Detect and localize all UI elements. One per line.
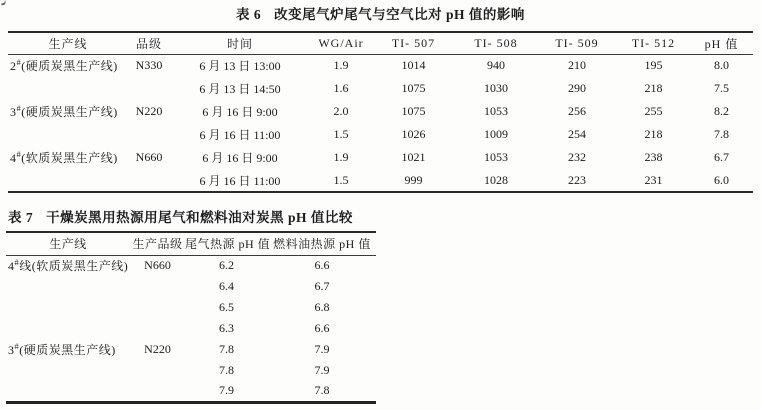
line-number: 4 — [10, 151, 17, 165]
cell-product-grade — [130, 297, 185, 318]
cell-wg-air: 2.0 — [333, 104, 349, 118]
cell-fueloil-ph: 7.9 — [314, 342, 330, 356]
cell-production-line — [8, 169, 128, 192]
cell-production-line — [6, 297, 130, 318]
table6-label: 表 6 — [236, 7, 262, 22]
line-sharp-sup: # — [14, 341, 20, 351]
cell-production-line — [6, 276, 130, 297]
cell-tailgas-ph: 6.3 — [219, 321, 234, 335]
col-header-ti509: TI- 509 — [537, 32, 617, 54]
cell-ti512: 238 — [644, 150, 663, 164]
cell-tailgas-ph: 7.9 — [219, 383, 234, 398]
table6-row — [8, 54, 753, 77]
cell-ti508: 940 — [487, 58, 505, 73]
cell-product-grade — [130, 276, 185, 297]
table7-header-row — [6, 232, 376, 255]
cell-fueloil-ph: 6.8 — [314, 300, 330, 314]
line-number: 2 — [10, 59, 17, 74]
table7-row — [6, 339, 376, 360]
cell-time: 6 月 16 日 9:00 — [202, 105, 278, 119]
cell-grade: N330 — [135, 58, 163, 73]
cell-time: 6 月 16 日 11:00 — [199, 128, 281, 142]
line-number: 4 — [8, 259, 15, 274]
cell-time: 6 月 16 日 9:00 — [202, 151, 278, 165]
cell-fueloil-ph: 7.8 — [314, 383, 330, 398]
cell-tailgas-ph: 6.5 — [219, 300, 234, 314]
cell-production-line — [6, 381, 130, 402]
cell-fueloil-ph: 6.7 — [314, 279, 330, 293]
line-number: 3 — [10, 105, 17, 119]
cell-ti508: 1028 — [484, 172, 508, 187]
col-header-product-grade: 生产品级 — [130, 232, 185, 255]
table6-title-text: 改变尾气炉尾气与空气比对 pH 值的影响 — [274, 7, 525, 22]
col-header-fueloil-ph: 燃料油热源 pH 值 — [268, 232, 376, 255]
line-name: 线(软质炭黑生产线) — [19, 259, 129, 274]
table7 — [6, 231, 376, 404]
cell-wg-air: 1.9 — [333, 150, 349, 164]
cell-ti507: 999 — [404, 172, 423, 187]
cell-tailgas-ph: 6.4 — [219, 279, 234, 293]
cell-product-grade: N220 — [144, 342, 171, 356]
line-sharp-sup: # — [16, 149, 22, 159]
cell-ti512: 255 — [644, 104, 663, 118]
cell-fueloil-ph: 7.9 — [314, 363, 330, 377]
table6 — [8, 31, 753, 193]
cell-wg-air: 1.6 — [333, 81, 349, 95]
cell-time: 6 月 16 日 11:00 — [199, 173, 281, 188]
cell-ti507: 1021 — [401, 150, 426, 164]
table7-label: 表 7 — [8, 210, 34, 225]
cell-ti509: 223 — [568, 172, 586, 187]
line-sharp-sup: # — [16, 57, 22, 68]
table6-row — [8, 77, 753, 100]
cell-production-line — [8, 123, 128, 146]
cell-tailgas-ph: 7.8 — [219, 342, 234, 356]
col-header-production-line: 生产线 — [8, 32, 128, 54]
cell-ph: 6.7 — [714, 150, 729, 164]
cell-production-line — [8, 54, 128, 77]
table7-title — [8, 210, 353, 226]
table6-row — [8, 146, 753, 169]
cell-ti509: 290 — [568, 81, 586, 95]
cell-wg-air: 1.5 — [333, 172, 349, 187]
cell-ti508: 1053 — [484, 104, 508, 118]
col-header-production-line: 生产线 — [6, 232, 130, 255]
cell-ti508: 1009 — [484, 127, 508, 141]
cell-wg-air: 1.9 — [333, 58, 349, 73]
table6-header-row — [8, 32, 753, 54]
table7-row — [6, 360, 376, 381]
col-header-ti512: TI- 512 — [617, 32, 690, 54]
cell-ph: 8.2 — [714, 104, 729, 118]
cell-grade — [128, 77, 170, 100]
line-name: (软质炭黑生产线) — [21, 151, 118, 165]
table6-row — [8, 123, 753, 146]
table7-row — [6, 276, 376, 297]
line-name: (硬质炭黑生产线) — [21, 59, 118, 74]
line-name: (硬质炭黑生产线) — [19, 343, 116, 357]
cell-ti507: 1075 — [401, 104, 426, 118]
cell-ph: 7.8 — [714, 127, 729, 141]
cell-production-line — [6, 339, 130, 360]
cell-product-grade: N660 — [144, 258, 171, 273]
col-header-wg-air: WG/Air — [310, 32, 372, 54]
col-header-ti508: TI- 508 — [455, 32, 537, 54]
cell-ti512: 195 — [644, 58, 663, 73]
cell-ti507: 1014 — [401, 58, 426, 73]
cell-wg-air: 1.5 — [333, 127, 349, 141]
cell-ti509: 232 — [568, 150, 586, 164]
cell-product-grade — [130, 381, 185, 402]
cell-tailgas-ph: 6.2 — [219, 258, 234, 273]
cell-production-line — [6, 255, 130, 276]
table7-row — [6, 255, 376, 276]
line-number: 3 — [8, 343, 15, 357]
line-sharp-sup: # — [14, 257, 20, 268]
line-name: (硬质炭黑生产线) — [21, 105, 118, 119]
cell-fueloil-ph: 6.6 — [314, 258, 330, 273]
cell-ti507: 1075 — [401, 81, 426, 95]
cell-ti508: 1030 — [484, 81, 508, 95]
cell-grade: N220 — [135, 104, 163, 118]
cell-grade: N660 — [135, 150, 163, 164]
cell-ti512: 218 — [644, 127, 663, 141]
col-header-tailgas-ph: 尾气热源 pH 值 — [185, 232, 268, 255]
cell-ti509: 254 — [568, 127, 586, 141]
cell-ti512: 218 — [644, 81, 663, 95]
cell-production-line — [8, 100, 128, 123]
cell-ti512: 231 — [644, 172, 663, 187]
cell-product-grade — [130, 360, 185, 381]
cell-grade — [128, 123, 170, 146]
table7-row — [6, 381, 376, 402]
cell-production-line — [6, 318, 130, 339]
table6-row — [8, 100, 753, 123]
table7-row — [6, 297, 376, 318]
col-header-time: 时间 — [170, 32, 310, 54]
col-header-grade: 品级 — [128, 32, 170, 54]
table7-row — [6, 318, 376, 339]
table7-title-text: 干燥炭黑用热源用尾气和燃料油对炭黑 pH 值比较 — [46, 210, 353, 225]
col-header-ph: pH 值 — [690, 32, 753, 54]
cell-ph: 8.0 — [714, 58, 729, 73]
table6-row — [8, 169, 753, 192]
cell-fueloil-ph: 6.6 — [314, 321, 330, 335]
cell-time: 6 月 13 日 13:00 — [199, 59, 281, 74]
cell-production-line — [8, 77, 128, 100]
cell-ph: 6.0 — [714, 172, 729, 187]
cell-ti507: 1026 — [401, 127, 426, 141]
cell-production-line — [8, 146, 128, 169]
cell-ph: 7.5 — [714, 81, 729, 95]
cell-ti508: 1053 — [484, 150, 508, 164]
cell-production-line — [6, 360, 130, 381]
line-sharp-sup: # — [16, 103, 22, 113]
cell-product-grade — [130, 318, 185, 339]
col-header-ti507: TI- 507 — [372, 32, 455, 54]
cell-tailgas-ph: 7.8 — [219, 363, 234, 377]
table6-title — [0, 7, 761, 23]
cell-grade — [128, 169, 170, 192]
cell-ti509: 210 — [568, 58, 586, 73]
cell-ti509: 256 — [568, 104, 586, 118]
scan-speck-icon — [1, 0, 7, 5]
cell-time: 6 月 13 日 14:50 — [199, 82, 281, 96]
